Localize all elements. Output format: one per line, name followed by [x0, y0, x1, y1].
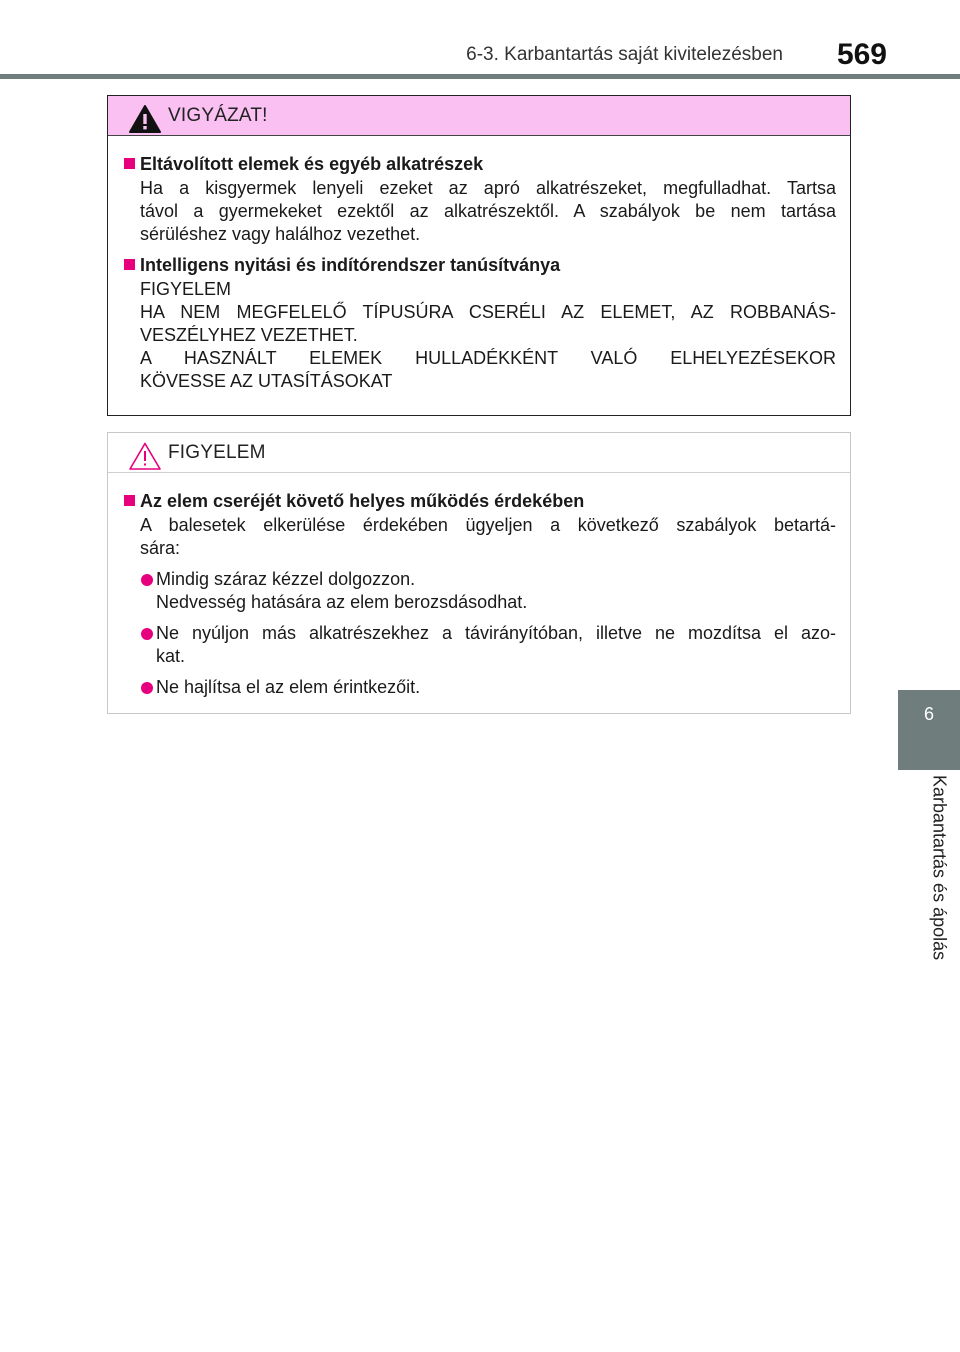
warning-triangle-icon	[128, 104, 162, 134]
chapter-number: 6	[923, 704, 934, 724]
warning-box-body	[108, 136, 850, 393]
warning-box-header	[108, 96, 850, 136]
square-bullet-icon	[124, 158, 135, 169]
round-bullet-icon	[141, 628, 153, 640]
page-header	[0, 0, 960, 80]
warning-section-title: Eltávolított elemek és egyéb alkatrészek	[124, 152, 836, 176]
notice-label: FIGYELEM	[168, 442, 266, 463]
notice-section-title: Az elem cseréjét követő helyes működés érdekében	[124, 489, 836, 513]
section-title: 6-3. Karbantartás saját kivitelezésben	[466, 44, 783, 65]
notice-box	[107, 432, 851, 714]
list-item: Ne nyúljon más alkatrészekhez a távirányítóban, illetve ne mozdítsa el azo- kat.	[124, 622, 836, 668]
warning-section-title: Intelligens nyitási és indítórendszer tanúsítványa	[124, 253, 836, 277]
warning-box	[107, 95, 851, 416]
notice-box-body	[108, 473, 850, 699]
round-bullet-icon	[141, 574, 153, 586]
warning-section-text: FIGYELEM HA NEM MEGFELELŐ TÍPUSÚRA CSERÉLI AZ ELEMET, AZ ROBBANÁS- VESZÉLYHEZ VEZETHET. A HASZNÁLT ELEMEK HULLADÉKKÉNT VALÓ ELHELYEZÉSEKOR KÖVESSE AZ UTASÍTÁSOKAT	[140, 279, 836, 391]
warning-label: VIGYÁZAT!	[168, 105, 268, 126]
list-item: Ne hajlítsa el az elem érintkezőit.	[124, 676, 836, 699]
notice-intro-text: A balesetek elkerülése érdekében ügyeljen a következő szabályok betartá- sára:	[140, 515, 836, 558]
warning-section-text: Ha a kisgyermek lenyeli ezeket az apró alkatrészeket, megfulladhat. Tartsa távol a gyermekeket ezektől az alkatrészektől. A szabályok be nem tartása sérüléshez vagy halálhoz vezethet.	[140, 178, 836, 244]
page-number: 569	[836, 38, 887, 71]
square-bullet-icon	[124, 495, 135, 506]
list-item: Mindig száraz kézzel dolgozzon. Nedvesség hatására az elem berozsdásodhat.	[124, 568, 836, 614]
header-rule	[0, 74, 960, 79]
chapter-label: Karbantartás és ápolás	[929, 775, 950, 961]
round-bullet-icon	[141, 682, 153, 694]
chapter-tab	[898, 690, 960, 770]
notice-box-header	[108, 433, 850, 473]
square-bullet-icon	[124, 259, 135, 270]
chapter-label-container	[898, 775, 960, 995]
caution-triangle-icon	[128, 441, 162, 471]
